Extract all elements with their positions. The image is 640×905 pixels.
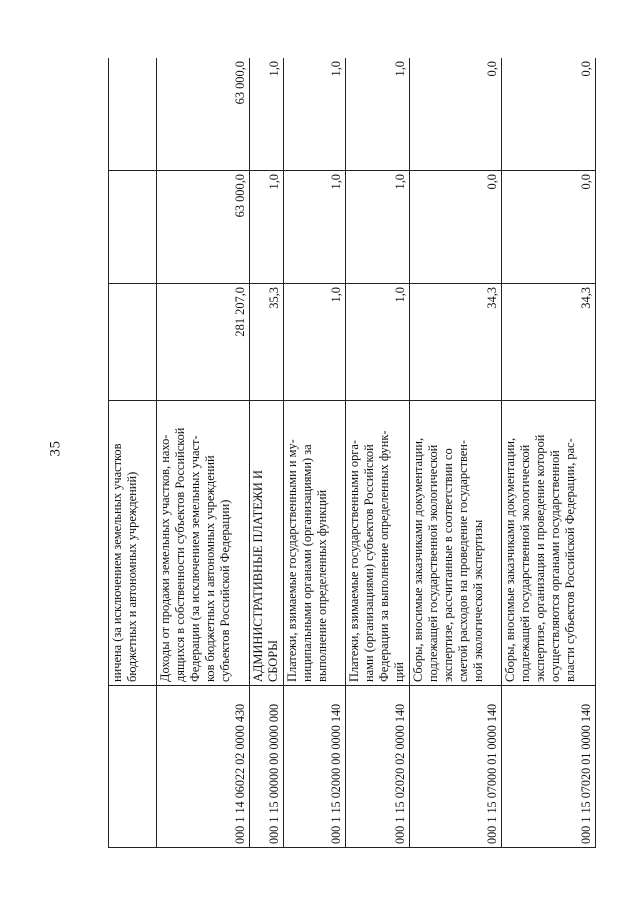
- value-cell-1: 34,3: [410, 284, 502, 401]
- table-row: [346, 58, 410, 848]
- description-line: нами (организациями) субъектов Российской: [362, 444, 376, 682]
- code-cell: 000 1 15 00000 00 0000 000: [250, 686, 284, 848]
- table-row: [157, 58, 250, 848]
- value-cell-1: 281 207,0: [157, 284, 250, 401]
- value-cell-3: 1,0: [250, 58, 284, 171]
- rotated-page: [108, 58, 598, 848]
- value-cell-3: 0,0: [502, 58, 596, 171]
- code-cell: 000 1 15 07000 01 0000 140: [410, 686, 502, 848]
- code-cell: 000 1 15 02020 02 0000 140: [346, 686, 410, 848]
- description-line: бюджетных и автономных учреждений): [125, 471, 139, 682]
- description-line: Федерации (за исключением земельных участ-: [188, 435, 202, 682]
- value-cell-1: [109, 284, 157, 401]
- value-cell-2: [109, 171, 157, 284]
- description-cell: [109, 401, 157, 686]
- description-line: ций: [392, 662, 406, 682]
- description-line: сметой расходов на проведение государствен-: [456, 439, 470, 682]
- table-row: [410, 58, 502, 848]
- value-cell-1: 1,0: [346, 284, 410, 401]
- value-cell-1: 1,0: [284, 284, 346, 401]
- table-row: [109, 58, 157, 848]
- description-line: выполнение определенных функций: [315, 489, 329, 682]
- description-cell: [250, 401, 284, 686]
- value-cell-2: 1,0: [284, 171, 346, 284]
- description-line: подлежащей государственной экологической: [518, 444, 532, 682]
- description-line: экспертизе, организация и проведение которой: [533, 434, 547, 682]
- description-line: Федерации за выполнение определенных функ-: [377, 430, 391, 682]
- table-row: [502, 58, 596, 848]
- description-cell: [284, 401, 346, 686]
- description-line: ниципальными органами (организациями) за: [300, 444, 314, 682]
- description-line: дящихся в собственности субъектов Российской: [173, 427, 187, 682]
- value-cell-1: 34,3: [502, 284, 596, 401]
- value-cell-3: 63 000,0: [157, 58, 250, 171]
- value-cell-3: [109, 58, 157, 171]
- description-line: осуществляются органами государственной: [548, 450, 562, 682]
- description-line: АДМИНИСТРАТИВНЫЕ ПЛАТЕЖИ И: [251, 470, 265, 682]
- value-cell-1: 35,3: [250, 284, 284, 401]
- table-viewport: [108, 58, 598, 848]
- description-line: Сборы, вносимые заказчиками документации,: [503, 437, 517, 682]
- value-cell-3: 0,0: [410, 58, 502, 171]
- description-line: Доходы от продажи земельных участков, нахо-: [158, 434, 172, 682]
- value-cell-3: 1,0: [284, 58, 346, 171]
- value-cell-2: 1,0: [346, 171, 410, 284]
- description-line: власти субъектов Российской Федерации, рас-: [563, 438, 577, 682]
- description-line: Платежи, взимаемые государственными и му-: [285, 439, 299, 682]
- description-cell: [157, 401, 250, 686]
- description-line: подлежащей государственной экологической: [426, 444, 440, 682]
- description-line: Сборы, вносимые заказчиками документации,: [411, 437, 425, 682]
- code-cell: [109, 686, 157, 848]
- description-cell: [410, 401, 502, 686]
- description-line: субъектов Российской Федерации): [218, 499, 232, 682]
- page-number: 35: [47, 440, 64, 457]
- value-cell-2: 0,0: [502, 171, 596, 284]
- code-cell: 000 1 15 02000 00 0000 140: [284, 686, 346, 848]
- value-cell-2: 63 000,0: [157, 171, 250, 284]
- code-cell: 000 1 14 06022 02 0000 430: [157, 686, 250, 848]
- table-row: [250, 58, 284, 848]
- code-cell: 000 1 15 07020 01 0000 140: [502, 686, 596, 848]
- description-line: Платежи, взимаемые государственными орга-: [347, 440, 361, 682]
- description-line: ков бюджетных и автономных учреждений: [203, 455, 217, 682]
- value-cell-3: 1,0: [346, 58, 410, 171]
- description-cell: [502, 401, 596, 686]
- value-cell-2: 0,0: [410, 171, 502, 284]
- description-line: экспертизе, рассчитанные в соответствии со: [441, 448, 455, 682]
- description-line: ной экологической экспертизы: [471, 519, 485, 682]
- table-row: [284, 58, 346, 848]
- budget-table: [108, 58, 596, 848]
- description-line: СБОРЫ: [266, 640, 280, 682]
- value-cell-2: 1,0: [250, 171, 284, 284]
- description-line: ничена (за исключением земельных участков: [110, 443, 124, 682]
- description-cell: [346, 401, 410, 686]
